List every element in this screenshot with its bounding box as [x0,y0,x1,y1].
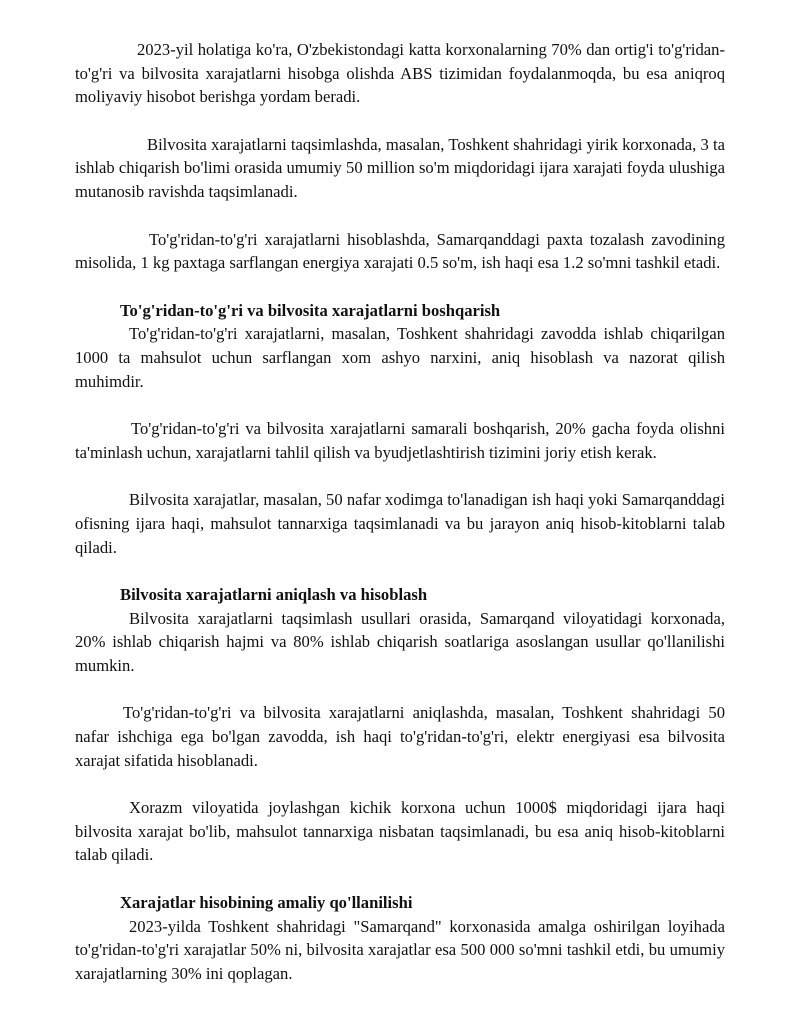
paragraph: 2023-yilda Toshkent shahridagi "Samarqand" korxonasida amalga oshirilgan loyihada to'g'ridan-to'g'ri xarajatlar 50% ni, bilvosita xarajatlar esa 500 000 so'mni tashkil etdi, bu umumiy xarajatlarning 30% ini qoplagan. [75,916,725,983]
paragraph: To'g'ridan-to'g'ri xarajatlarni hisoblashda, Samarqanddagi paxta tozalash zavodining misolida, 1 kg paxtaga sarflangan energiya xarajati 0.5 so'm, ish haqi esa 1.2 so'mni tashkil etadi. [75,229,725,273]
document-page [75,38,725,1009]
paragraph: Bilvosita xarajatlarni taqsimlash usullari orasida, Samarqand viloyatidagi korxonada, 20% ishlab chiqarish hajmi va 80% ishlab chiqarish soatlariga asoslangan usullar qo'llanilishi mumkin. [75,608,725,675]
section-heading: Xarajatlar hisobining amaliy qo'llanilishi [120,893,413,913]
paragraph: Bilvosita xarajatlarni taqsimlashda, masalan, Toshkent shahridagi yirik korxonada, 3 ta ishlab chiqarish bo'limi orasida umumiy 50 million so'm miqdoridagi ijara xarajati foyda ulushiga mutanosib ravishda taqsimlanadi. [75,134,725,201]
section-heading: Bilvosita xarajatlarni aniqlash va hisoblash [120,585,428,605]
paragraph: To'g'ridan-to'g'ri va bilvosita xarajatlarni samarali boshqarish, 20% gacha foyda olishni ta'minlash uchun, xarajatlarni tahlil qilish va byudjetlashtirish tizimini joriy etish kerak. [75,419,725,462]
paragraph: To'g'ridan-to'g'ri va bilvosita xarajatlarni aniqlashda, masalan, Toshkent shahridagi 50 nafar ishchiga ega bo'lgan zavodda, ish haqi to'g'ridan-to'g'ri, elektr energiyasi esa bilvosita xarajat sifatida hisoblanadi. [75,703,725,770]
paragraph: 2023-yil holatiga ko'ra, O'zbekistondagi katta korxonalarning 70% dan ortig'i to'g'ridan-to'g'ri va bilvosita xarajatlarni hisobga olishda ABS tizimidan foydalanmoqda, bu esa aniqroq moliyaviy hisobot berishga yordam beradi. [75,40,725,107]
paragraph: Xorazm viloyatida joylashgan kichik korxona uchun 1000$ miqdoridagi ijara haqi bilvosita xarajat bo'lib, mahsulot tannarxiga nisbatan taqsimlanadi, bu esa aniq hisob-kitoblarni talab qiladi. [75,798,725,865]
paragraph: To'g'ridan-to'g'ri xarajatlarni, masalan, Toshkent shahridagi zavodda ishlab chiqarilgan 1000 ta mahsulot uchun sarflangan xom ashyo narxini, aniq hisoblash va nazorat qilish muhimdir. [75,324,725,391]
paragraph: Bilvosita xarajatlar, masalan, 50 nafar xodimga to'lanadigan ish haqi yoki Samarqanddagi ofisning ijara haqi, mahsulot tannarxiga taqsimlanadi va bu jarayon aniq hisob-kitoblarni talab qiladi. [75,490,725,557]
section-heading: To'g'ridan-to'g'ri va bilvosita xarajatlarni boshqarish [120,300,501,320]
